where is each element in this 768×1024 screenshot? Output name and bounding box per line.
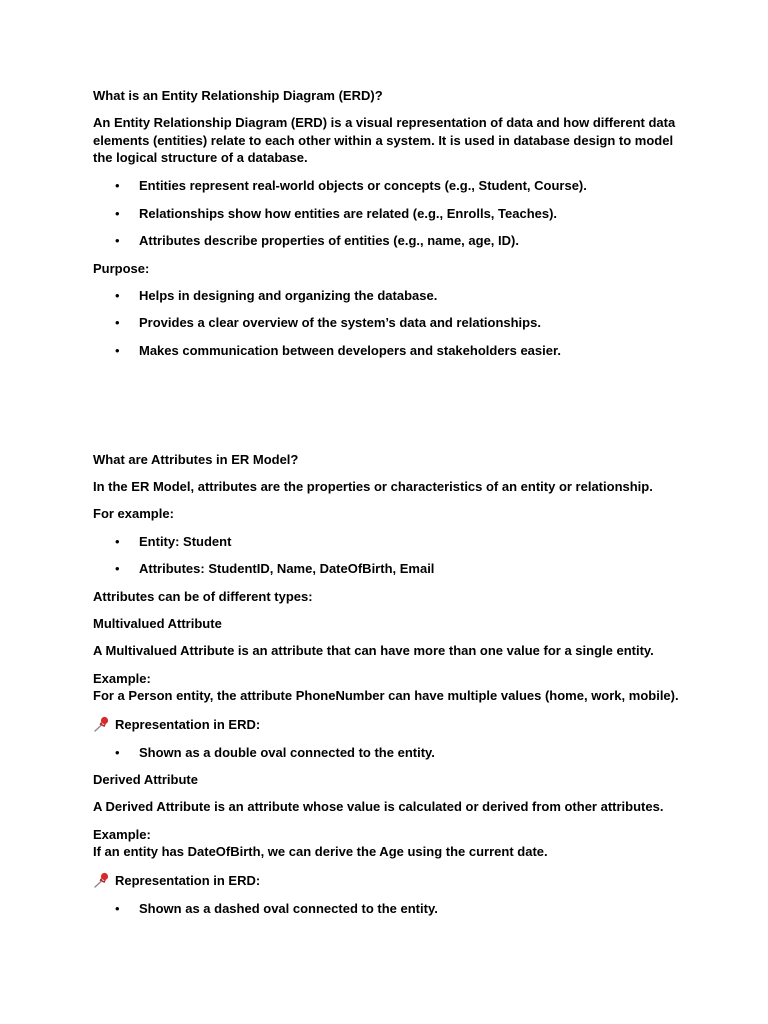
derived-representation-label: Representation in ERD: bbox=[115, 873, 261, 888]
purpose-label: Purpose: bbox=[93, 261, 150, 276]
multivalued-representation-label: Representation in ERD: bbox=[115, 717, 261, 732]
bullet-marker: • bbox=[115, 561, 120, 576]
bullet-marker: • bbox=[115, 288, 120, 303]
purpose-bullet-overview: Provides a clear overview of the system’s data and relationships. bbox=[139, 315, 541, 330]
derived-example-label: Example: bbox=[93, 827, 151, 842]
bullet-marker: • bbox=[115, 178, 120, 193]
pushpin-icon bbox=[93, 716, 111, 732]
derived-representation-bullet: Shown as a dashed oval connected to the entity. bbox=[139, 901, 438, 916]
example-bullet-entity: Entity: Student bbox=[139, 534, 232, 549]
purpose-bullet-designing: Helps in designing and organizing the database. bbox=[139, 288, 438, 303]
multivalued-definition: A Multivalued Attribute is an attribute that can have more than one value for a single entity. bbox=[93, 643, 654, 658]
pushpin-icon bbox=[93, 872, 111, 888]
bullet-marker: • bbox=[115, 534, 120, 549]
types-label: Attributes can be of different types: bbox=[93, 589, 313, 604]
multivalued-representation-bullet: Shown as a double oval connected to the entity. bbox=[139, 745, 435, 760]
derived-example-text: If an entity has DateOfBirth, we can derive the Age using the current date. bbox=[93, 844, 548, 859]
bullet-marker: • bbox=[115, 343, 120, 358]
section1-bullet-attributes: Attributes describe properties of entities (e.g., name, age, ID). bbox=[139, 233, 519, 248]
derived-representation bbox=[93, 872, 260, 890]
bullet-marker: • bbox=[115, 233, 120, 248]
section1-bullet-relationships: Relationships show how entities are related (e.g., Enrolls, Teaches). bbox=[139, 206, 558, 221]
multivalued-title: Multivalued Attribute bbox=[93, 616, 222, 631]
section1-bullet-entities: Entities represent real-world objects or concepts (e.g., Student, Course). bbox=[139, 178, 587, 193]
derived-definition: A Derived Attribute is an attribute whose value is calculated or derived from other attributes. bbox=[93, 799, 664, 814]
derived-title: Derived Attribute bbox=[93, 772, 198, 787]
bullet-marker: • bbox=[115, 206, 120, 221]
bullet-marker: • bbox=[115, 901, 120, 916]
multivalued-representation bbox=[93, 716, 260, 734]
purpose-bullet-communication: Makes communication between developers and stakeholders easier. bbox=[139, 343, 561, 358]
bullet-marker: • bbox=[115, 315, 120, 330]
example-label: For example: bbox=[93, 506, 174, 521]
multivalued-example-text: For a Person entity, the attribute PhoneNumber can have multiple values (home, work, mobile). bbox=[93, 688, 679, 703]
section1-heading: What is an Entity Relationship Diagram (ERD)? bbox=[93, 88, 383, 103]
section1-intro: An Entity Relationship Diagram (ERD) is a visual representation of data and how different data elements (entities) relate to each other within a system. It is used in database design to model the logical structure of a database. bbox=[93, 115, 676, 165]
example-bullet-attributes: Attributes: StudentID, Name, DateOfBirth, Email bbox=[139, 561, 435, 576]
multivalued-example-label: Example: bbox=[93, 671, 151, 686]
section2-heading: What are Attributes in ER Model? bbox=[93, 452, 299, 467]
bullet-marker: • bbox=[115, 745, 120, 760]
section2-intro: In the ER Model, attributes are the properties or characteristics of an entity or relationship. bbox=[93, 479, 653, 494]
